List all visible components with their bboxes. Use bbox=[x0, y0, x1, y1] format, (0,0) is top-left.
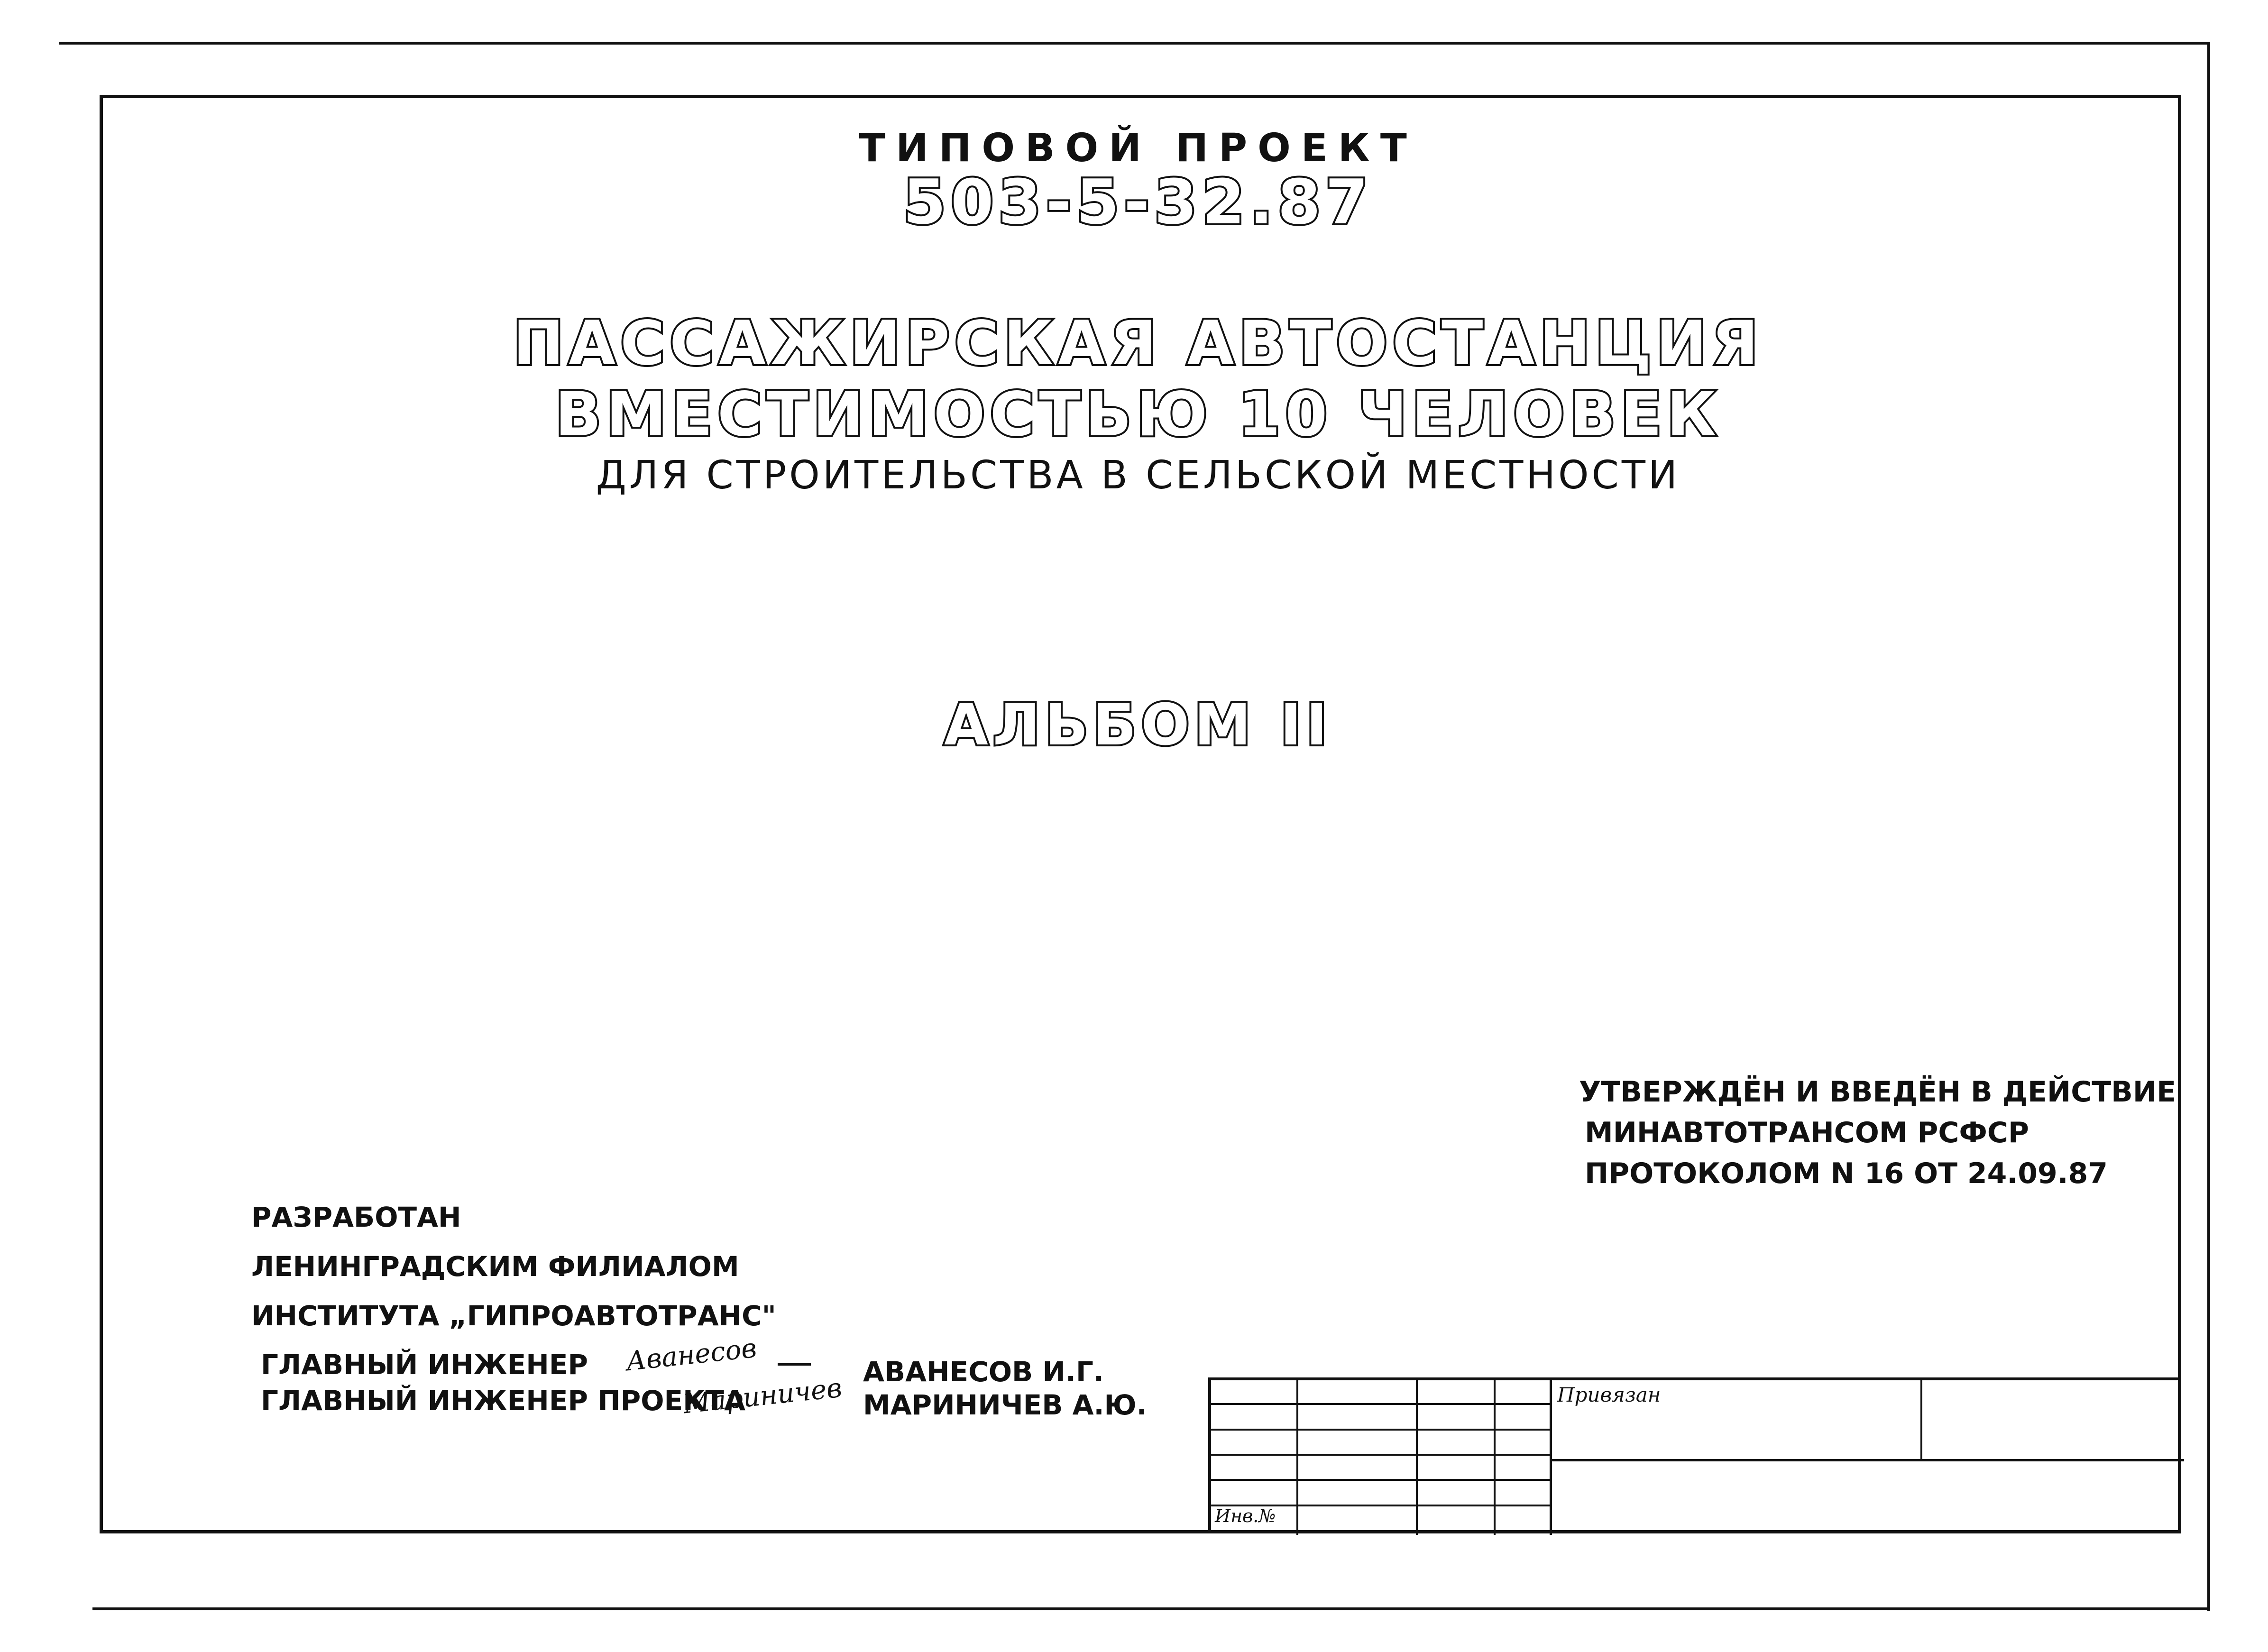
signer-role-1: ГЛАВНЫЙ ИНЖЕНЕР bbox=[261, 1349, 588, 1381]
signer-name-1: АВАНЕСОВ И.Г. bbox=[863, 1356, 1104, 1388]
developer-line-2: ЛЕНИНГРАДСКИМ ФИЛИАЛОМ bbox=[251, 1250, 739, 1283]
signer-name-2: МАРИНИЧЕВ А.Ю. bbox=[863, 1389, 1147, 1421]
stamp-table bbox=[1208, 1377, 2181, 1532]
stamp-bound-label: Привязан bbox=[1557, 1383, 1661, 1406]
stamp-col-5 bbox=[1920, 1380, 1922, 1460]
developer-block bbox=[251, 1193, 868, 1340]
right-edge-line bbox=[2207, 42, 2210, 1611]
signer-role-2: ГЛАВНЫЙ ИНЖЕНЕР ПРОЕКТА bbox=[261, 1385, 745, 1417]
stamp-row-4 bbox=[1211, 1479, 1550, 1481]
developer-line-3: ИНСТИТУТА „ГИПРОАВТОТРАНС" bbox=[251, 1300, 776, 1332]
approval-line-1: УТВЕРЖДЁН И ВВЕДЁН В ДЕЙСТВИЕ bbox=[1579, 1075, 2176, 1109]
stamp-row-1 bbox=[1211, 1403, 1550, 1405]
bottom-edge-line bbox=[92, 1607, 2210, 1610]
stamp-col-4 bbox=[1550, 1380, 1552, 1535]
stamp-row-2 bbox=[1211, 1429, 1550, 1431]
stamp-inv-label: Инв.№ bbox=[1215, 1505, 1276, 1526]
album-label: АЛЬБОМ II bbox=[944, 692, 1332, 758]
title-line-2: ВМЕСТИМОСТЬЮ 10 ЧЕЛОВЕК bbox=[555, 379, 1721, 450]
signature-1-dash bbox=[778, 1363, 811, 1366]
project-number: 503-5-32.87 bbox=[903, 166, 1373, 238]
signature-2: Мариничев bbox=[681, 1372, 844, 1420]
signature-1: Аванесов bbox=[624, 1332, 758, 1377]
top-edge-line bbox=[59, 42, 2207, 45]
approval-line-2: МИНАВТОТРАНСОМ РСФСР bbox=[1585, 1116, 2029, 1149]
title-subtitle: ДЛЯ СТРОИТЕЛЬСТВА В СЕЛЬСКОЙ МЕСТНОСТИ bbox=[596, 453, 1680, 498]
approval-block bbox=[1579, 1072, 2195, 1194]
developer-line-1: РАЗРАБОТАН bbox=[251, 1201, 461, 1233]
stamp-row-3 bbox=[1211, 1454, 1550, 1456]
title-line-1: ПАССАЖИРСКАЯ АВТОСТАНЦИЯ bbox=[513, 308, 1763, 379]
stamp-right-divider bbox=[1550, 1459, 2184, 1461]
approval-line-3: ПРОТОКОЛОМ N 16 ОТ 24.09.87 bbox=[1585, 1157, 2108, 1190]
project-type-label: ТИПОВОЙ ПРОЕКТ bbox=[859, 126, 1417, 171]
